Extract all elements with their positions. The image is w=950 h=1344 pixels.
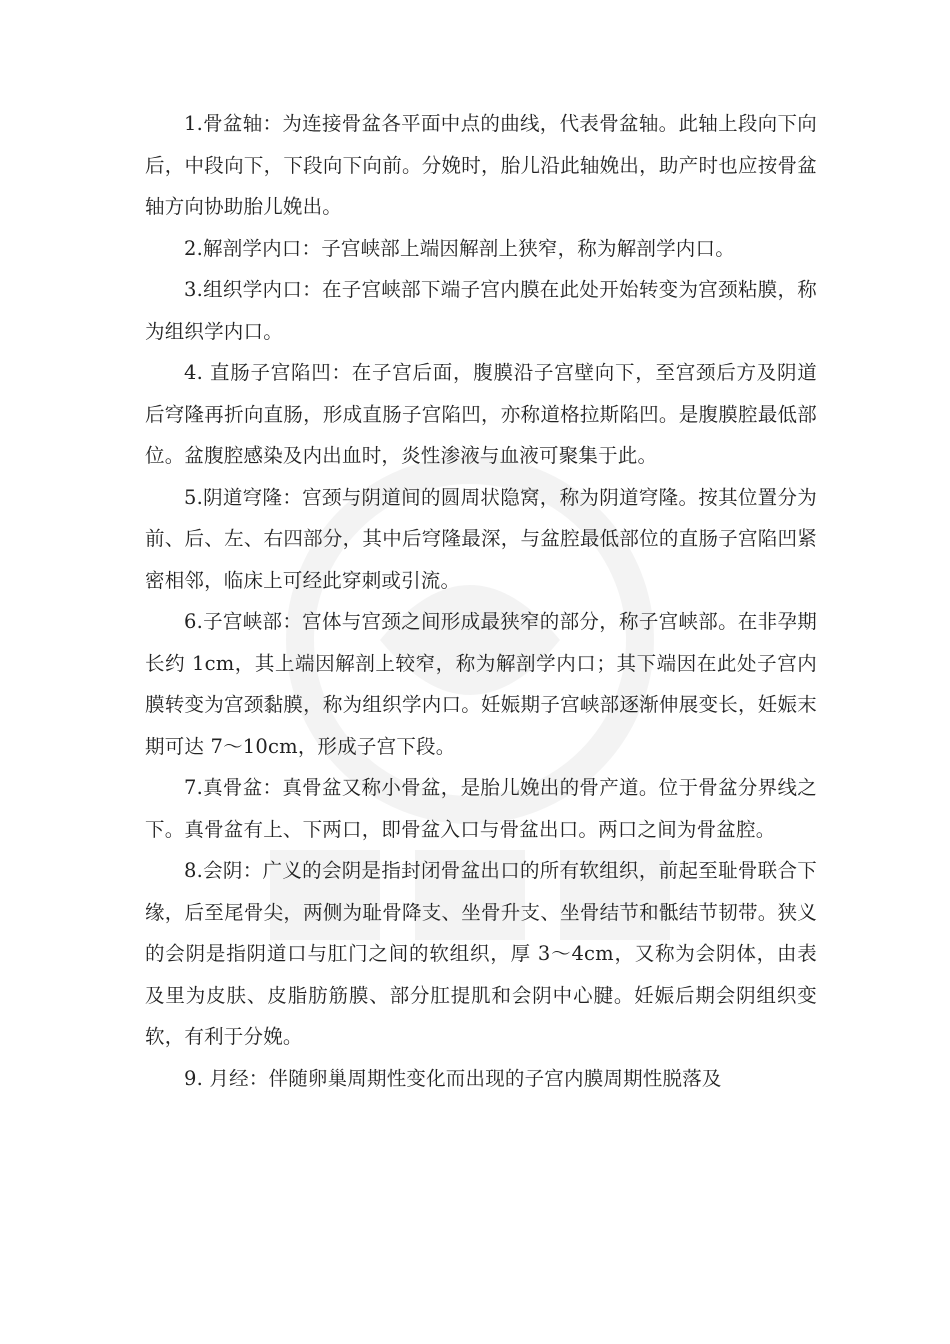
paragraph-anatomical-internal-os: 2.解剖学内口：子宫峡部上端因解剖上狭窄，称为解剖学内口。 [184, 236, 735, 260]
paragraph-pelvic-axis: 1.骨盆轴：为连接骨盆各平面中点的曲线，代表骨盆轴。此轴上段向下向后，中段向下，下段向下向前。分娩时，胎儿沿此轴娩出，助产时也应按骨盆轴方向协助胎儿娩出。 [145, 112, 817, 218]
paragraph-rectouterine-pouch: 4. 直肠子宫陷凹：在子宫后面，腹膜沿子宫壁向下，至宫颈后方及阴道后穹隆再折向直肠，形成直肠子宫陷凹，亦称道格拉斯陷凹。是腹膜腔最低部位。盆腹腔感染及内出血时，炎性渗液与血液可聚集于此。 [145, 361, 817, 467]
document-body [145, 103, 817, 1099]
paragraph-vaginal-fornix: 5.阴道穹隆：宫颈与阴道间的圆周状隐窝，称为阴道穹隆。按其位置分为前、后、左、右四部分，其中后穹隆最深，与盆腔最低部位的直肠子宫陷凹紧密相邻，临床上可经此穿刺或引流。 [145, 485, 817, 592]
paragraph-uterine-isthmus: 6.子宫峡部：宫体与宫颈之间形成最狭窄的部分，称子宫峡部。在非孕期长约 1cm，其上端因解剖上较窄，称为解剖学内口；其下端因在此处子宫内膜转变为宫颈黏膜，称为组织学内口。妊娠期子宫峡部逐渐伸展变长，妊娠末期可达 7～10cm，形成子宫下段。 [145, 610, 817, 758]
paragraph-perineum: 8.会阴：广义的会阴是指封闭骨盆出口的所有软组织，前起至耻骨联合下缘，后至尾骨尖，两侧为耻骨降支、坐骨升支、坐骨结节和骶结节韧带。狭义的会阴是指阴道口与肛门之间的软组织，厚 3～4cm，又称为会阴体，由表及里为皮肤、皮脂肪筋膜、部分肛提肌和会阴中心腱。妊娠后期会阴组织变软，有利于分娩。 [145, 859, 817, 1048]
paragraph-true-pelvis: 7.真骨盆：真骨盆又称小骨盆，是胎儿娩出的骨产道。位于骨盆分界线之下。真骨盆有上、下两口，即骨盆入口与骨盆出口。两口之间为骨盆腔。 [145, 776, 817, 841]
paragraph-menstruation: 9. 月经：伴随卵巢周期性变化而出现的子宫内膜周期性脱落及 [184, 1066, 722, 1090]
paragraph-histological-internal-os: 3.组织学内口：在子宫峡部下端子宫内膜在此处开始转变为宫颈粘膜，称为组织学内口。 [145, 278, 817, 343]
